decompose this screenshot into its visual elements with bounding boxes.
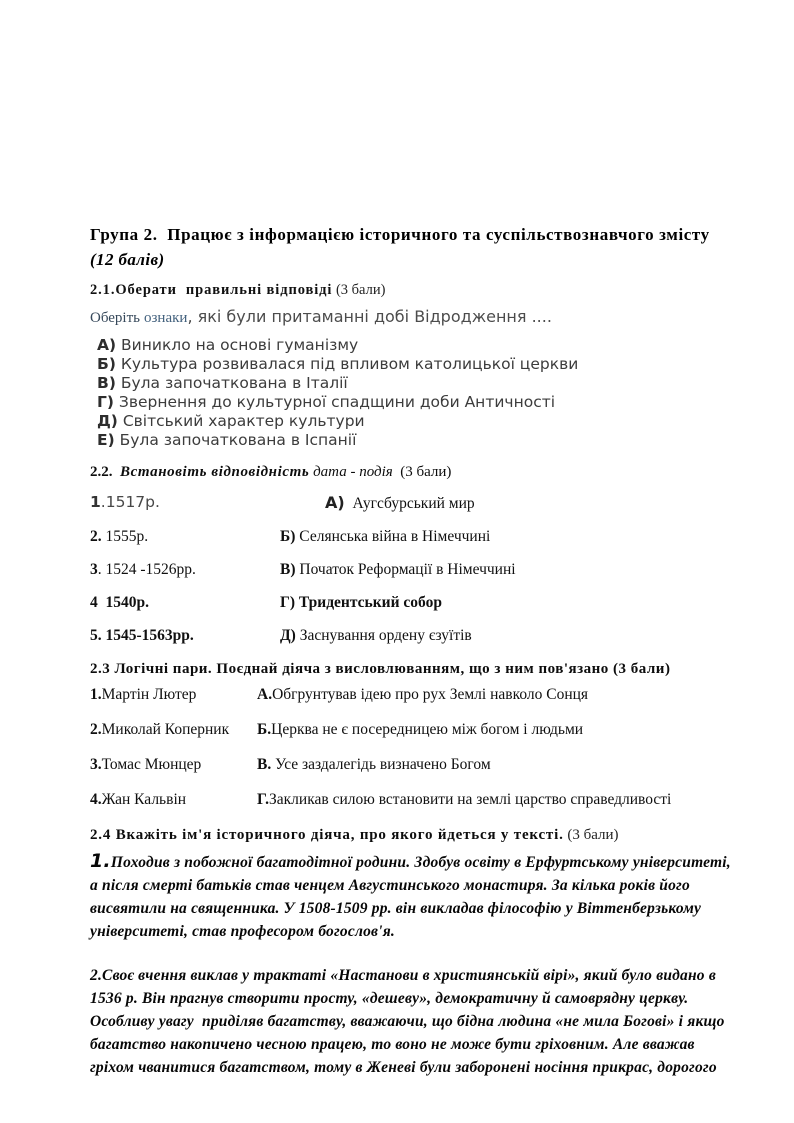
pair-row-3 [90,755,738,774]
option-row-g [90,393,738,412]
section-2-1-points: (3 бали) [335,282,386,298]
match-event-cell: Д) Заснування ордену єзуїтів [280,627,472,644]
section-2-2-heading [90,462,738,482]
option-label: Б) [97,355,116,373]
passage-1-text: Походив з побожної багатодітної родини. Здобув освіту в Ерфуртському університеті, а після смерті батьків став ченцем Августинського монастиря. За кілька років його висвятили на священника. У 1508-1509 рр. він викладав філософію у Віттенберзькому університеті, став професором богослов'я. [90,854,735,940]
title-line-1: Група 2. Працює з інформацією історичного та суспільствознавчого змісту [90,225,710,244]
text-passage-1 [90,851,738,943]
section-2-3-heading: 2.3 Логічні пари. Поєднай діяча з висловлюванням, що з ним пов'язано (3 бали) [90,661,671,677]
match-table [90,493,738,645]
option-text: Була започаткована в Іспанії [119,431,357,449]
option-row-e [90,431,738,450]
option-text: Світський характер культури [122,412,365,430]
section-2-4-points: (3 бали) [567,827,619,843]
option-text: Виникло на основі гуманізму [121,336,359,354]
option-row-b [90,355,738,374]
match-event-cell: В) Початок Реформації в Німеччині [280,561,516,578]
option-row-a [90,336,738,355]
match-row-5 [90,626,738,645]
match-date-cell: 2. 1555р. [90,528,149,545]
pair-person-cell: 1.Мартін Лютер [90,686,197,703]
title-points: (12 балів) [90,250,165,269]
match-date-cell: 5. 1545-1563рр. [90,627,194,644]
match-row-3 [90,560,738,579]
option-row-d [90,412,738,431]
match-date-cell: 4 1540р. [90,594,149,611]
pair-statement-cell: А.Обгрунтував ідею про рух Землі навколо Сонця [257,686,589,703]
match-event-cell: А) Аугсбурський мир [325,493,475,512]
section-2-4-heading-text: 2.4 Вкажіть ім'я історичного діяча, про якого йдеться у тексті. [90,827,564,843]
section-2-4-heading [90,825,738,845]
section-2-2-number: 2.2. [90,464,113,480]
option-text: Була започаткована в Італії [120,374,348,392]
option-label: А) [97,336,117,354]
section-2-2-subtitle: дата - подія [313,464,393,480]
option-label: Е) [97,431,115,449]
pair-person-cell: 2.Миколай Коперник [90,721,230,738]
options-list [90,336,738,450]
pair-person-cell: 3.Томас Мюнцер [90,756,202,773]
pair-statement-cell: В. Усе заздалегідь визначено Богом [257,756,491,773]
match-row-4 [90,593,738,612]
section-2-2-points: (3 бали) [400,464,452,480]
option-text: Культура розвивалася під впливом католицької церкви [120,355,579,373]
passage-2-text: Своє вчення виклав у трактаті «Настанови в християнській вірі», який було видано в 1536 р. Він прагнув створити просту, «дешеву», демократичну й самоврядну церкву. Особливу увагу приділяв багатству, вважаючи, що бідна людина «не мила Богові» і якщо багатство накопичено чесною працею, то воно не може бути гріховним. Але вважав гріхом чванитися багатством, тому в Женеві були заборонені носіння прикрас, дорогого [90,967,729,1076]
oznaky-link[interactable]: ознаки [144,310,188,326]
pair-row-1 [90,685,738,704]
passage-1-number: 1. [90,850,111,872]
match-event-cell: Б) Селянська війна в Німеччині [280,528,491,545]
option-label: В) [97,374,116,392]
match-row-1 [90,493,738,513]
text-passage-2 [90,964,738,1079]
match-event-cell: Г) Тридентський собор [280,594,442,611]
prompt-rest: , які були притаманні добі Відродження .... [187,307,552,326]
prompt-word: Оберіть [90,310,140,326]
pair-person-cell: 4.Жан Кальвін [90,791,187,808]
section-2-1-heading [90,281,738,300]
option-text: Звернення до культурної спадщини доби Античності [118,393,556,411]
match-date-cell: 1.1517р. [90,493,160,511]
page-title [90,222,738,272]
option-label: Г) [97,393,114,411]
pair-statement-cell: Б.Церква не є посередницею між богом і людьми [257,721,584,738]
pair-row-4 [90,790,738,809]
section-2-1-heading-text: 2.1.Оберати правильні відповіді [90,282,333,298]
option-row-v [90,374,738,393]
pair-row-2 [90,720,738,739]
pair-statement-cell: Г.Закликав силою встановити на землі царство справедливості [257,791,672,808]
match-row-2 [90,527,738,546]
option-label: Д) [97,412,118,430]
match-date-cell: 3. 1524 -1526рр. [90,561,196,578]
section-2-2-title: Встановіть відповідність [120,464,310,480]
pairs-table [90,685,738,809]
passage-2-number: 2. [90,967,103,984]
question-2-1-prompt [90,306,738,329]
